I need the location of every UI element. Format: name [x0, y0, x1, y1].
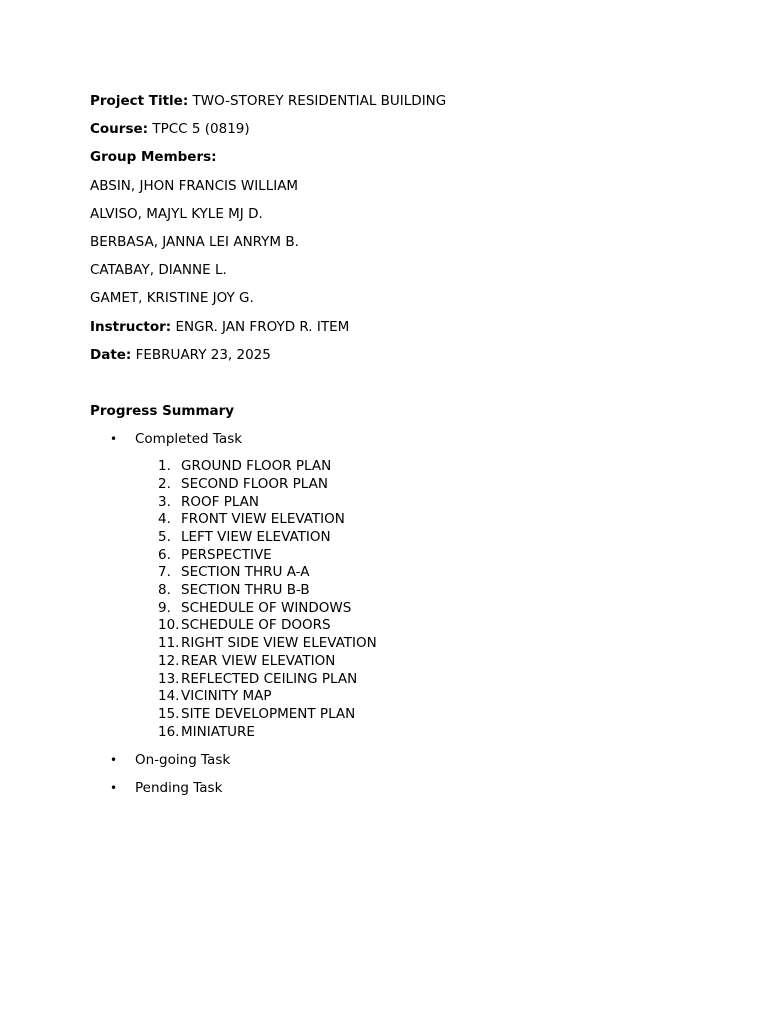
list-item-text: SECTION THRU B-B	[181, 582, 310, 599]
list-item-text: LEFT VIEW ELEVATION	[181, 529, 331, 545]
pending-task-label: Pending Task	[135, 780, 223, 797]
list-number: 14.	[158, 688, 180, 705]
course-value: TPCC 5 (0819)	[152, 121, 250, 138]
list-item-text: GROUND FLOOR PLAN	[181, 458, 332, 475]
course-line	[90, 118, 690, 146]
member-name: ABSIN, JHON FRANCIS WILLIAM	[90, 177, 299, 194]
document-page	[90, 90, 690, 806]
member-name: BERBASA, JANNA LEI ANRYM B.	[90, 233, 299, 250]
list-item-text: SCHEDULE OF WINDOWS	[181, 599, 352, 616]
completed-task-item	[158, 635, 690, 653]
list-number: 10.	[158, 617, 180, 634]
list-number: 6.	[158, 546, 171, 563]
list-number: 16.	[158, 723, 180, 740]
completed-task-bullet	[90, 428, 690, 456]
member-name: GAMET, KRISTINE JOY G.	[90, 290, 254, 307]
completed-task-item	[158, 600, 690, 618]
completed-task-item	[158, 724, 690, 742]
date-label: Date:	[90, 346, 132, 363]
list-number: 1.	[158, 458, 171, 475]
completed-task-item	[158, 547, 690, 565]
list-item-text: SECOND FLOOR PLAN	[181, 475, 328, 492]
list-item-text: MINIATURE	[181, 723, 255, 740]
list-item-text: FRONT VIEW ELEVATION	[181, 511, 345, 528]
list-number: 5.	[158, 529, 171, 545]
bullet-icon: •	[110, 432, 118, 447]
list-number: 11.	[158, 635, 180, 652]
ongoing-task-bullet	[90, 749, 690, 777]
completed-task-item	[158, 653, 690, 671]
completed-task-item	[158, 511, 690, 529]
project-title-line	[90, 90, 690, 118]
list-item-text: SCHEDULE OF DOORS	[181, 617, 331, 634]
list-item-text: RIGHT SIDE VIEW ELEVATION	[181, 635, 377, 652]
list-number: 3.	[158, 493, 171, 510]
completed-task-item	[158, 529, 690, 547]
instructor-label: Instructor:	[90, 318, 172, 335]
list-item-text: REFLECTED CEILING PLAN	[181, 670, 358, 687]
completed-task-item	[158, 564, 690, 582]
list-item-text: VICINITY MAP	[181, 688, 272, 705]
project-title-value: TWO-STOREY RESIDENTIAL BUILDING	[192, 93, 447, 109]
list-item-text: REAR VIEW ELEVATION	[181, 652, 336, 669]
completed-task-item	[158, 582, 690, 600]
list-item-text: PERSPECTIVE	[181, 546, 272, 563]
completed-task-item	[158, 706, 690, 724]
list-number: 8.	[158, 582, 171, 599]
ongoing-task-label: On-going Task	[135, 752, 231, 769]
progress-summary-heading: Progress Summary	[90, 402, 235, 419]
section-spacer	[90, 372, 690, 400]
completed-task-item	[158, 458, 690, 476]
date-line	[90, 344, 690, 372]
list-number: 2.	[158, 475, 171, 492]
list-number: 9.	[158, 599, 171, 616]
completed-task-item	[158, 617, 690, 635]
completed-task-item	[158, 494, 690, 512]
completed-task-label: Completed Task	[135, 431, 243, 448]
course-label: Course:	[90, 121, 149, 138]
pending-task-bullet	[90, 777, 690, 805]
list-number: 13.	[158, 670, 180, 687]
bullet-icon: •	[110, 781, 118, 796]
completed-task-list	[158, 456, 690, 749]
completed-task-item	[158, 476, 690, 494]
group-members-label: Group Members:	[90, 149, 217, 166]
member-name: CATABAY, DIANNE L.	[90, 262, 227, 279]
list-number: 15.	[158, 705, 180, 722]
group-members-line	[90, 146, 690, 174]
project-title-label: Project Title:	[90, 93, 189, 109]
completed-task-item	[158, 688, 690, 706]
list-number: 7.	[158, 564, 171, 581]
bullet-icon: •	[110, 753, 118, 768]
list-number: 12.	[158, 652, 180, 669]
list-item-text: SITE DEVELOPMENT PLAN	[181, 705, 356, 722]
list-item-text: ROOF PLAN	[181, 493, 259, 510]
list-item-text: SECTION THRU A-A	[181, 564, 310, 581]
instructor-value: ENGR. JAN FROYD R. ITEM	[175, 318, 350, 335]
member-name: ALVISO, MAJYL KYLE MJ D.	[90, 205, 263, 222]
list-number: 4.	[158, 511, 171, 528]
instructor-line	[90, 316, 690, 344]
date-value: FEBRUARY 23, 2025	[135, 346, 271, 363]
completed-task-item	[158, 671, 690, 689]
